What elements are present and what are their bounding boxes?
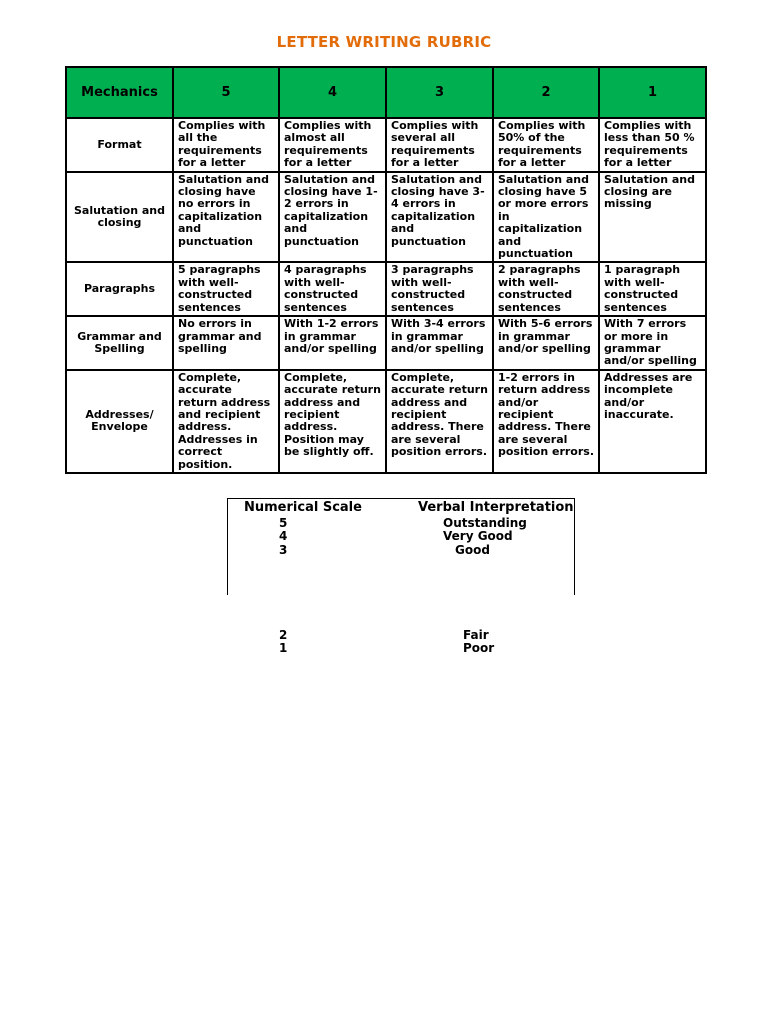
rubric-cell: Complies with all the requirements for a letter xyxy=(173,118,279,172)
scale-header-numerical: Numerical Scale xyxy=(244,500,362,515)
criterion-salutation: Salutation and closing xyxy=(66,172,173,263)
header-cell-score-1: 1 xyxy=(599,67,706,118)
rubric-cell: Addresses are incomplete and/or inaccurate. xyxy=(599,370,706,473)
scale-label-very-good: Very Good xyxy=(443,529,513,543)
rubric-cell: Complies with 50% of the requirements for a letter xyxy=(493,118,599,172)
rubric-cell: Salutation and closing have 3-4 errors in capitalization and punctuation xyxy=(386,172,493,263)
scale-label-good: Good xyxy=(455,543,490,557)
rubric-cell: 1-2 errors in return address and/or recipient address. There are several position errors. xyxy=(493,370,599,473)
rubric-cell: Complete, accurate return address and recipient address. There are several position errors. xyxy=(386,370,493,473)
rubric-cell: No errors in grammar and spelling xyxy=(173,316,279,370)
table-row xyxy=(66,316,706,370)
rubric-cell: Salutation and closing are missing xyxy=(599,172,706,263)
rubric-table xyxy=(65,66,707,474)
page-title: LETTER WRITING RUBRIC xyxy=(276,33,492,51)
rubric-cell: 1 paragraph with well-constructed sentences xyxy=(599,262,706,316)
scale-num-1: 1 xyxy=(279,641,288,655)
rubric-cell: 3 paragraphs with well-constructed sentences xyxy=(386,262,493,316)
table-row xyxy=(66,262,706,316)
rubric-cell: Complete, accurate return address and recipient address. Position may be slightly off. xyxy=(279,370,386,473)
header-cell-score-4: 4 xyxy=(279,67,386,118)
criterion-format: Format xyxy=(66,118,173,172)
rubric-cell: 5 paragraphs with well-constructed sentences xyxy=(173,262,279,316)
rubric-cell: With 7 errors or more in grammar and/or spelling xyxy=(599,316,706,370)
rubric-header-row xyxy=(66,67,706,118)
rubric-cell: 4 paragraphs with well-constructed sentences xyxy=(279,262,386,316)
criterion-paragraphs: Paragraphs xyxy=(66,262,173,316)
rubric-cell: Salutation and closing have no errors in capitalization and punctuation xyxy=(173,172,279,263)
scale-label-fair: Fair xyxy=(463,628,489,642)
criterion-grammar: Grammar and Spelling xyxy=(66,316,173,370)
rubric-cell: With 1-2 errors in grammar and/or spelling xyxy=(279,316,386,370)
rubric-cell: With 5-6 errors in grammar and/or spelling xyxy=(493,316,599,370)
rubric-cell: Salutation and closing have 1-2 errors in capitalization and punctuation xyxy=(279,172,386,263)
header-cell-score-2: 2 xyxy=(493,67,599,118)
rubric-cell: Complies with almost all requirements for a letter xyxy=(279,118,386,172)
scale-num-5: 5 xyxy=(279,516,288,530)
rubric-cell: Complies with less than 50 % requirements for a letter xyxy=(599,118,706,172)
rubric-cell: Complete, accurate return address and recipient address. Addresses in correct position. xyxy=(173,370,279,473)
header-cell-score-5: 5 xyxy=(173,67,279,118)
table-row xyxy=(66,172,706,263)
scale-header-verbal: Verbal Interpretation xyxy=(418,500,574,515)
rubric-cell: 2 paragraphs with well-constructed sentences xyxy=(493,262,599,316)
scale-num-2: 2 xyxy=(279,628,288,642)
header-cell-mechanics: Mechanics xyxy=(66,67,173,118)
table-row xyxy=(66,370,706,473)
scale-num-4: 4 xyxy=(279,529,288,543)
rubric-cell: With 3-4 errors in grammar and/or spelling xyxy=(386,316,493,370)
scale-num-3: 3 xyxy=(279,543,288,557)
criterion-addresses: Addresses/ Envelope xyxy=(66,370,173,473)
scale-label-outstanding: Outstanding xyxy=(443,516,527,530)
scale-label-poor: Poor xyxy=(463,641,495,655)
table-row xyxy=(66,118,706,172)
rubric-cell: Salutation and closing have 5 or more errors in capitalization and punctuation xyxy=(493,172,599,263)
header-cell-score-3: 3 xyxy=(386,67,493,118)
rubric-cell: Complies with several all requirements for a letter xyxy=(386,118,493,172)
